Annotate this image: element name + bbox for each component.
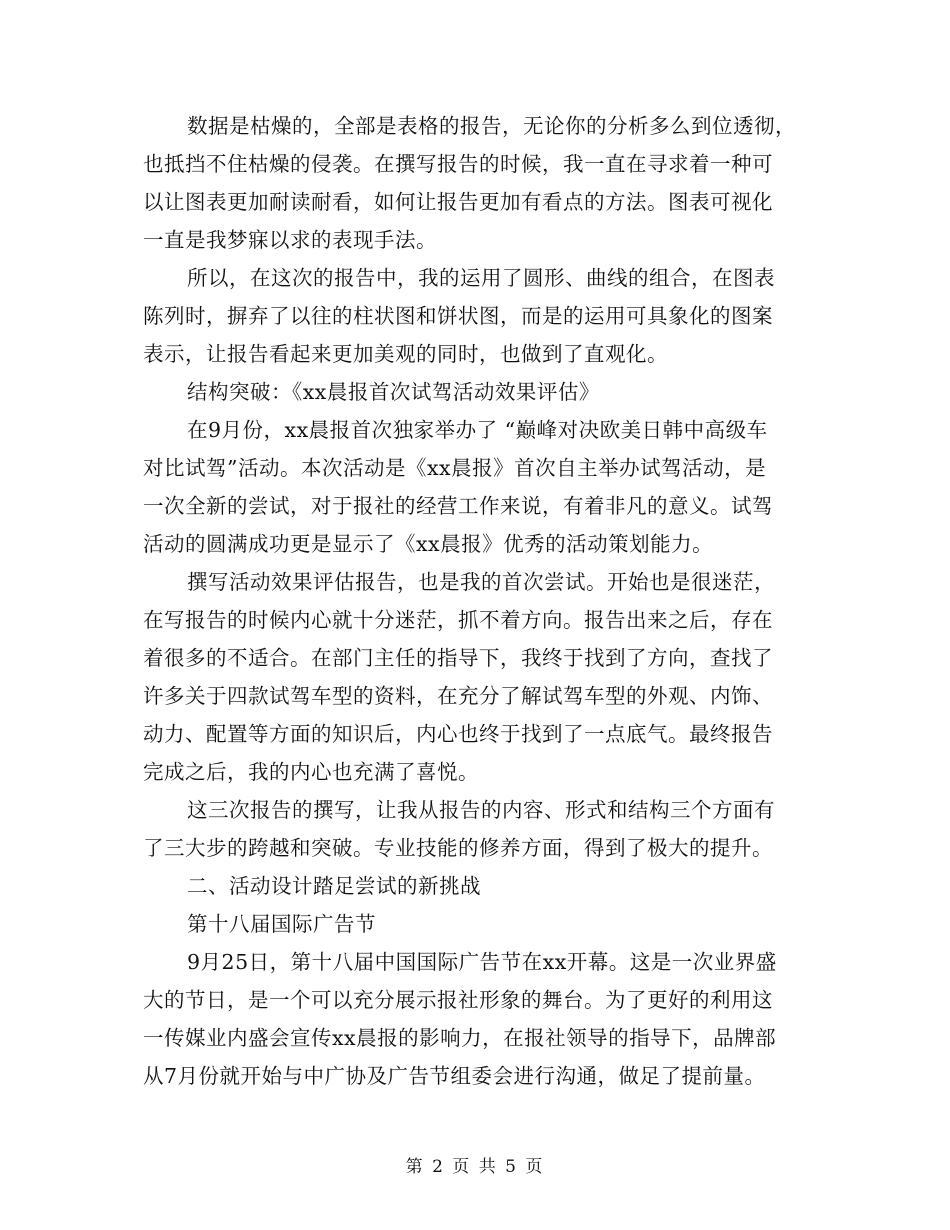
- paragraph-2-line-2: 陈列时，摒弃了以往的柱状图和饼状图，而是的运用可具象化的图案: [143, 304, 773, 328]
- page-number-footer: 第 2 页 共 5 页: [405, 1157, 545, 1177]
- paragraph-9-line-2: 大的节日，是一个可以充分展示报社形象的舞台。为了更好的利用这: [143, 988, 773, 1012]
- paragraph-5-line-3: 着很多的不适合。在部门主任的指导下，我终于找到了方向，查找了: [143, 646, 773, 670]
- section-heading-activity-design: 二、活动设计踏足尝试的新挑战: [187, 874, 481, 898]
- subsection-heading-ad-festival: 第十八届国际广告节: [187, 912, 376, 936]
- paragraph-1-line-4: 一直是我梦寐以求的表现手法。: [143, 228, 437, 252]
- paragraph-5-line-2: 在写报告的时候内心就十分迷茫，抓不着方向。报告出来之后，存在: [143, 608, 773, 632]
- paragraph-1-line-3: 以让图表更加耐读耐看，如何让报告更加有看点的方法。图表可视化: [143, 190, 773, 214]
- paragraph-4-line-3: 一次全新的尝试，对于报社的经营工作来说，有着非凡的意义。试驾: [143, 494, 773, 518]
- paragraph-6-line-2: 了三大步的跨越和突破。专业技能的修养方面，得到了极大的提升。: [143, 836, 773, 860]
- paragraph-5-line-1: 撰写活动效果评估报告，也是我的首次尝试。开始也是很迷茫，: [187, 570, 775, 594]
- paragraph-2-line-3: 表示，让报告看起来更加美观的同时，也做到了直观化。: [143, 342, 668, 366]
- paragraph-1-line-1: 数据是枯燥的，全部是表格的报告，无论你的分析多么到位透彻，: [187, 114, 796, 138]
- paragraph-4-line-2: 对比试驾”活动。本次活动是《xx晨报》首次自主举办试驾活动，是: [143, 456, 767, 480]
- paragraph-2-line-1: 所以，在这次的报告中，我的运用了圆形、曲线的组合，在图表: [187, 266, 775, 290]
- paragraph-9-line-3: 一传媒业内盛会宣传xx晨报的影响力，在报社领导的指导下，品牌部: [143, 1026, 777, 1050]
- paragraph-5-line-5: 动力、配置等方面的知识后，内心也终于找到了一点底气。最终报告: [143, 722, 773, 746]
- paragraph-1-line-2: 也抵挡不住枯燥的侵袭。在撰写报告的时候，我一直在寻求着一种可: [143, 152, 773, 176]
- paragraph-6-line-1: 这三次报告的撰写，让我从报告的内容、形式和结构三个方面有: [187, 798, 775, 822]
- paragraph-5-line-6: 完成之后，我的内心也充满了喜悦。: [143, 760, 479, 784]
- paragraph-4-line-1: 在9月份，xx晨报首次独家举办了 “巅峰对决欧美日韩中高级车: [187, 418, 768, 442]
- section-heading-structure: 结构突破：《xx晨报首次试驾活动效果评估》: [187, 380, 600, 404]
- paragraph-9-line-4: 从7月份就开始与中广协及广告节组委会进行沟通，做足了提前量。: [143, 1064, 766, 1088]
- paragraph-5-line-4: 许多关于四款试驾车型的资料，在充分了解试驾车型的外观、内饰、: [143, 684, 773, 708]
- paragraph-9-line-1: 9月25日，第十八届中国国际广告节在xx开幕。这是一次业界盛: [187, 950, 777, 974]
- paragraph-4-line-4: 活动的圆满成功更是显示了《xx晨报》优秀的活动策划能力。: [143, 532, 714, 556]
